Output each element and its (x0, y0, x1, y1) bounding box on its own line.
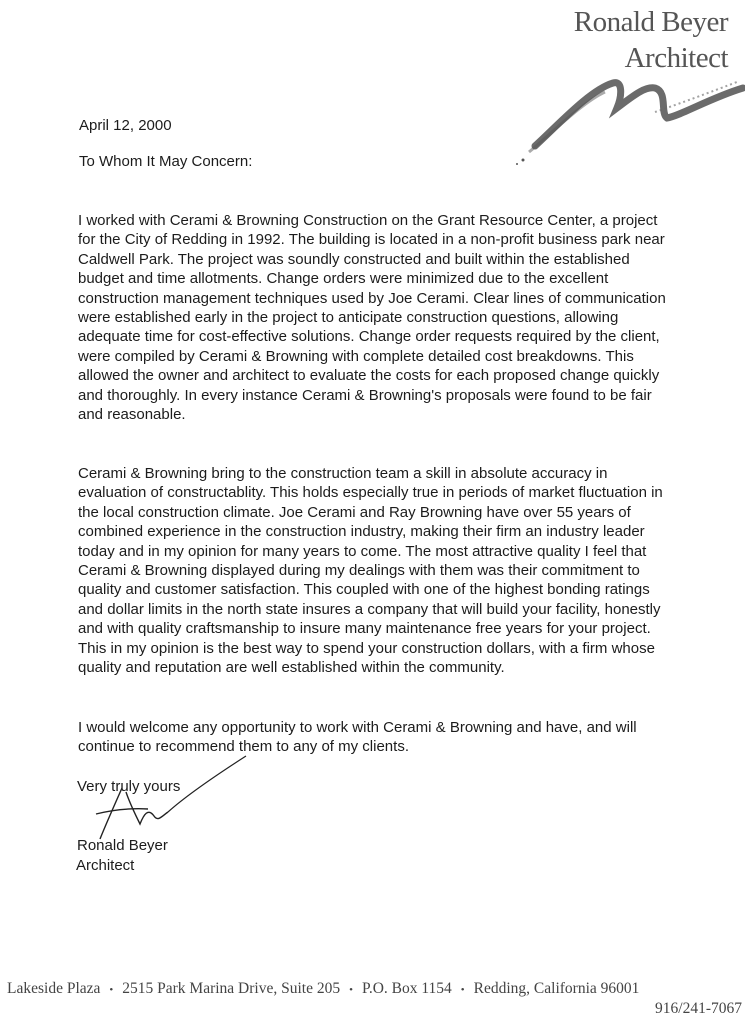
letter-paragraph: I worked with Cerami & Browning Construction on the Grant Resource Center, a project for the City of Redding in 1992. The building is located in a non-profit business park near Caldwell Park. The project was soundly constructed and built within the established budget and time allotments. Change orders were minimized due to the excellent construction management techniques used by Joe Cerami. Clear lines of communication were established early in the project to anticipate construction questions, allowing adequate time for cost-effective solutions. Change order requests required by the client, were compiled by Cerami & Browning with complete detailed cost breakdowns. This allowed the owner and architect to evaluate the costs for each proposed change quickly and thoroughly. In every instance Cerami & Browning's proposals were found to be fair and reasonable. (78, 212, 666, 424)
footer-address-part: Lakeside Plaza (7, 980, 101, 997)
footer-address-part: 2515 Park Marina Drive, Suite 205 (122, 980, 341, 997)
footer-separator: • (349, 984, 353, 996)
handwritten-signature-icon (78, 754, 248, 844)
signer-name: Ronald Beyer (77, 837, 168, 854)
brush-stroke-logo-icon (505, 68, 745, 168)
letter-paragraph: I would welcome any opportunity to work with Cerami & Browning and have, and will continue to recommend them to any of my clients. (78, 719, 637, 756)
footer-address (7, 980, 742, 998)
footer-address-part: P.O. Box 1154 (361, 980, 452, 997)
letter-salutation: To Whom It May Concern: (79, 153, 253, 170)
letterhead-title: Architect (624, 42, 728, 74)
letter-closing: Very truly yours (77, 778, 181, 795)
footer-phone: 916/241-7067 (655, 1000, 742, 1017)
letter-paragraph: Cerami & Browning bring to the construction team a skill in absolute accuracy in evaluation of constructablity. This holds especially true in periods of market fluctuation in the local construction climate. Joe Cerami and Ray Browning have over 55 years of combined experience in the construction industry, making their firm an industry leader today and in my opinion for many years to come. The most attractive quality I feel that Cerami & Browning displayed during my dealings with them was their commitment to quality and customer satisfaction. This coupled with one of the highest bonding ratings and dollar limits in the north state insures a company that will build your facility, honestly and with quality craftsmanship to insure many maintenance free years for your project. This in my opinion is the best way to spend your construction dollars, with a firm whose quality and reputation are well established within the community. (78, 465, 663, 677)
letter-date: April 12, 2000 (79, 117, 172, 134)
footer-separator: • (109, 984, 114, 996)
footer-separator: • (460, 984, 465, 996)
footer-address-part: Redding, California 96001 (473, 980, 640, 997)
signer-title: Architect (76, 857, 135, 874)
letterhead-name: Ronald Beyer (573, 6, 728, 38)
